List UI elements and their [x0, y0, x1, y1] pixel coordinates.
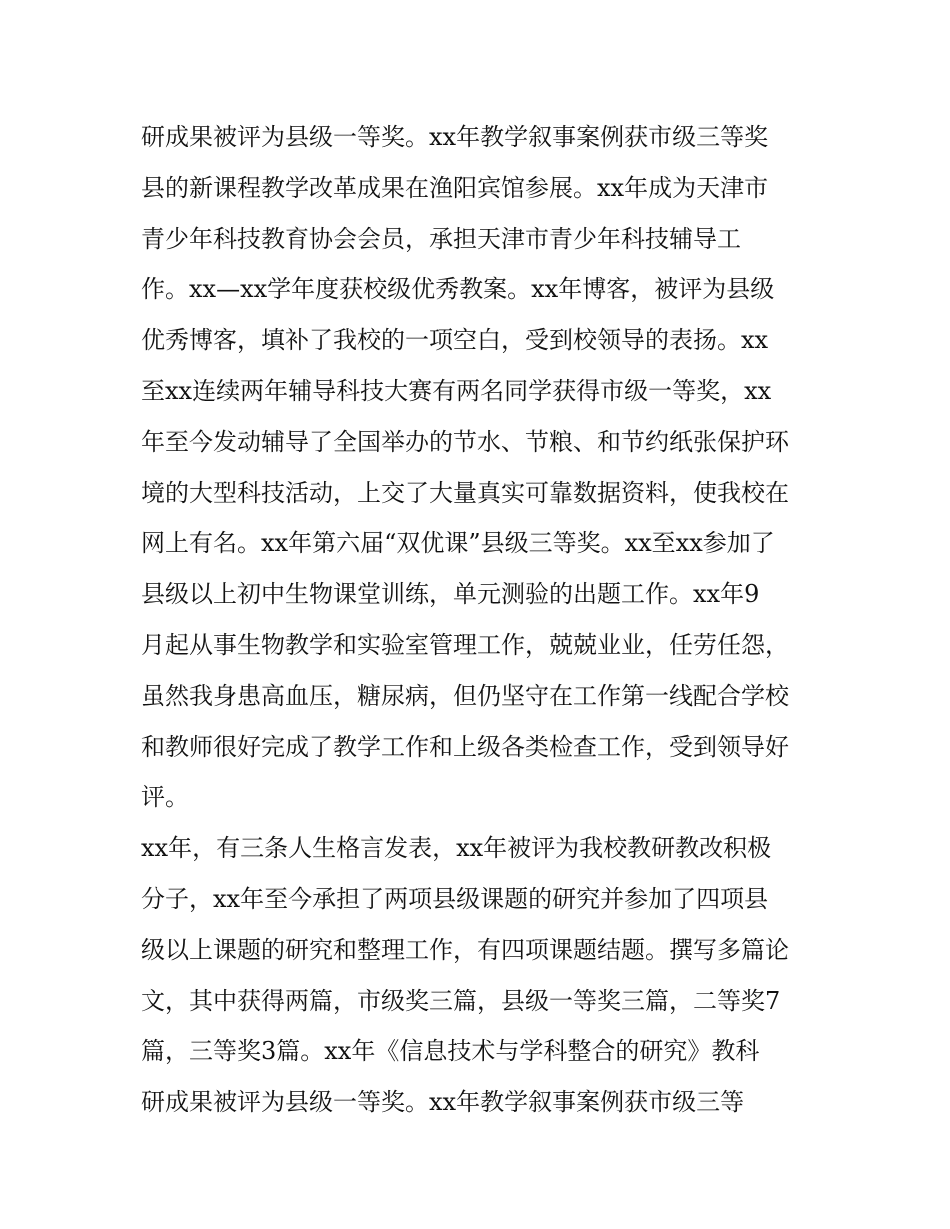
- text-line: 级以上课题的研究和整理工作，有四项课题结题。撰写多篇论: [141, 935, 789, 964]
- text-line: 境的大型科技活动，上交了大量真实可靠数据资料，使我校在: [141, 478, 789, 507]
- text-line: 研成果被评为县级一等奖。xx年教学叙事案例获市级三等: [141, 1088, 745, 1117]
- text-line: 年至今发动辅导了全国举办的节水、节粮、和节约纸张保护环: [141, 427, 789, 456]
- text-line: 优秀博客，填补了我校的一项空白，受到校领导的表扬。xx: [141, 326, 769, 355]
- text-line: 篇，三等奖3篇。xx年《信息技术与学科整合的研究》教科: [141, 1037, 760, 1066]
- text-line: 网上有名。xx年第六届“双优课”县级三等奖。xx至xx参加了: [141, 529, 775, 558]
- text-line: 至xx连续两年辅导科技大赛有两名同学获得市级一等奖，xx: [141, 376, 772, 405]
- text-line: 和教师很好完成了教学工作和上级各类检查工作，受到领导好: [141, 732, 789, 761]
- text-line: 县的新课程教学改革成果在渔阳宾馆参展。xx年成为天津市: [141, 173, 769, 202]
- text-line: 虽然我身患高血压，糖尿病，但仍坚守在工作第一线配合学校: [141, 681, 789, 710]
- text-line: 县级以上初中生物课堂训练，单元测验的出题工作。xx年9: [141, 580, 760, 609]
- text-line: 月起从事生物教学和实验室管理工作，兢兢业业，任劳任怨，: [141, 630, 789, 659]
- text-line: 青少年科技教育协会会员，承担天津市青少年科技辅导工: [141, 224, 741, 253]
- text-line: 分子，xx年至今承担了两项县级课题的研究并参加了四项县: [141, 884, 769, 913]
- text-line: 文，其中获得两篇，市级奖三篇，县级一等奖三篇，二等奖7: [141, 986, 781, 1015]
- text-line: 作。xx—xx学年度获校级优秀教案。xx年博客，被评为县级: [141, 275, 775, 304]
- body-text: [141, 112, 821, 1128]
- text-line: xx年，有三条人生格言发表，xx年被评为我校教研教改积极: [141, 834, 772, 863]
- text-line: 评。: [141, 783, 189, 812]
- text-line: 研成果被评为县级一等奖。xx年教学叙事案例获市级三等奖: [141, 123, 769, 151]
